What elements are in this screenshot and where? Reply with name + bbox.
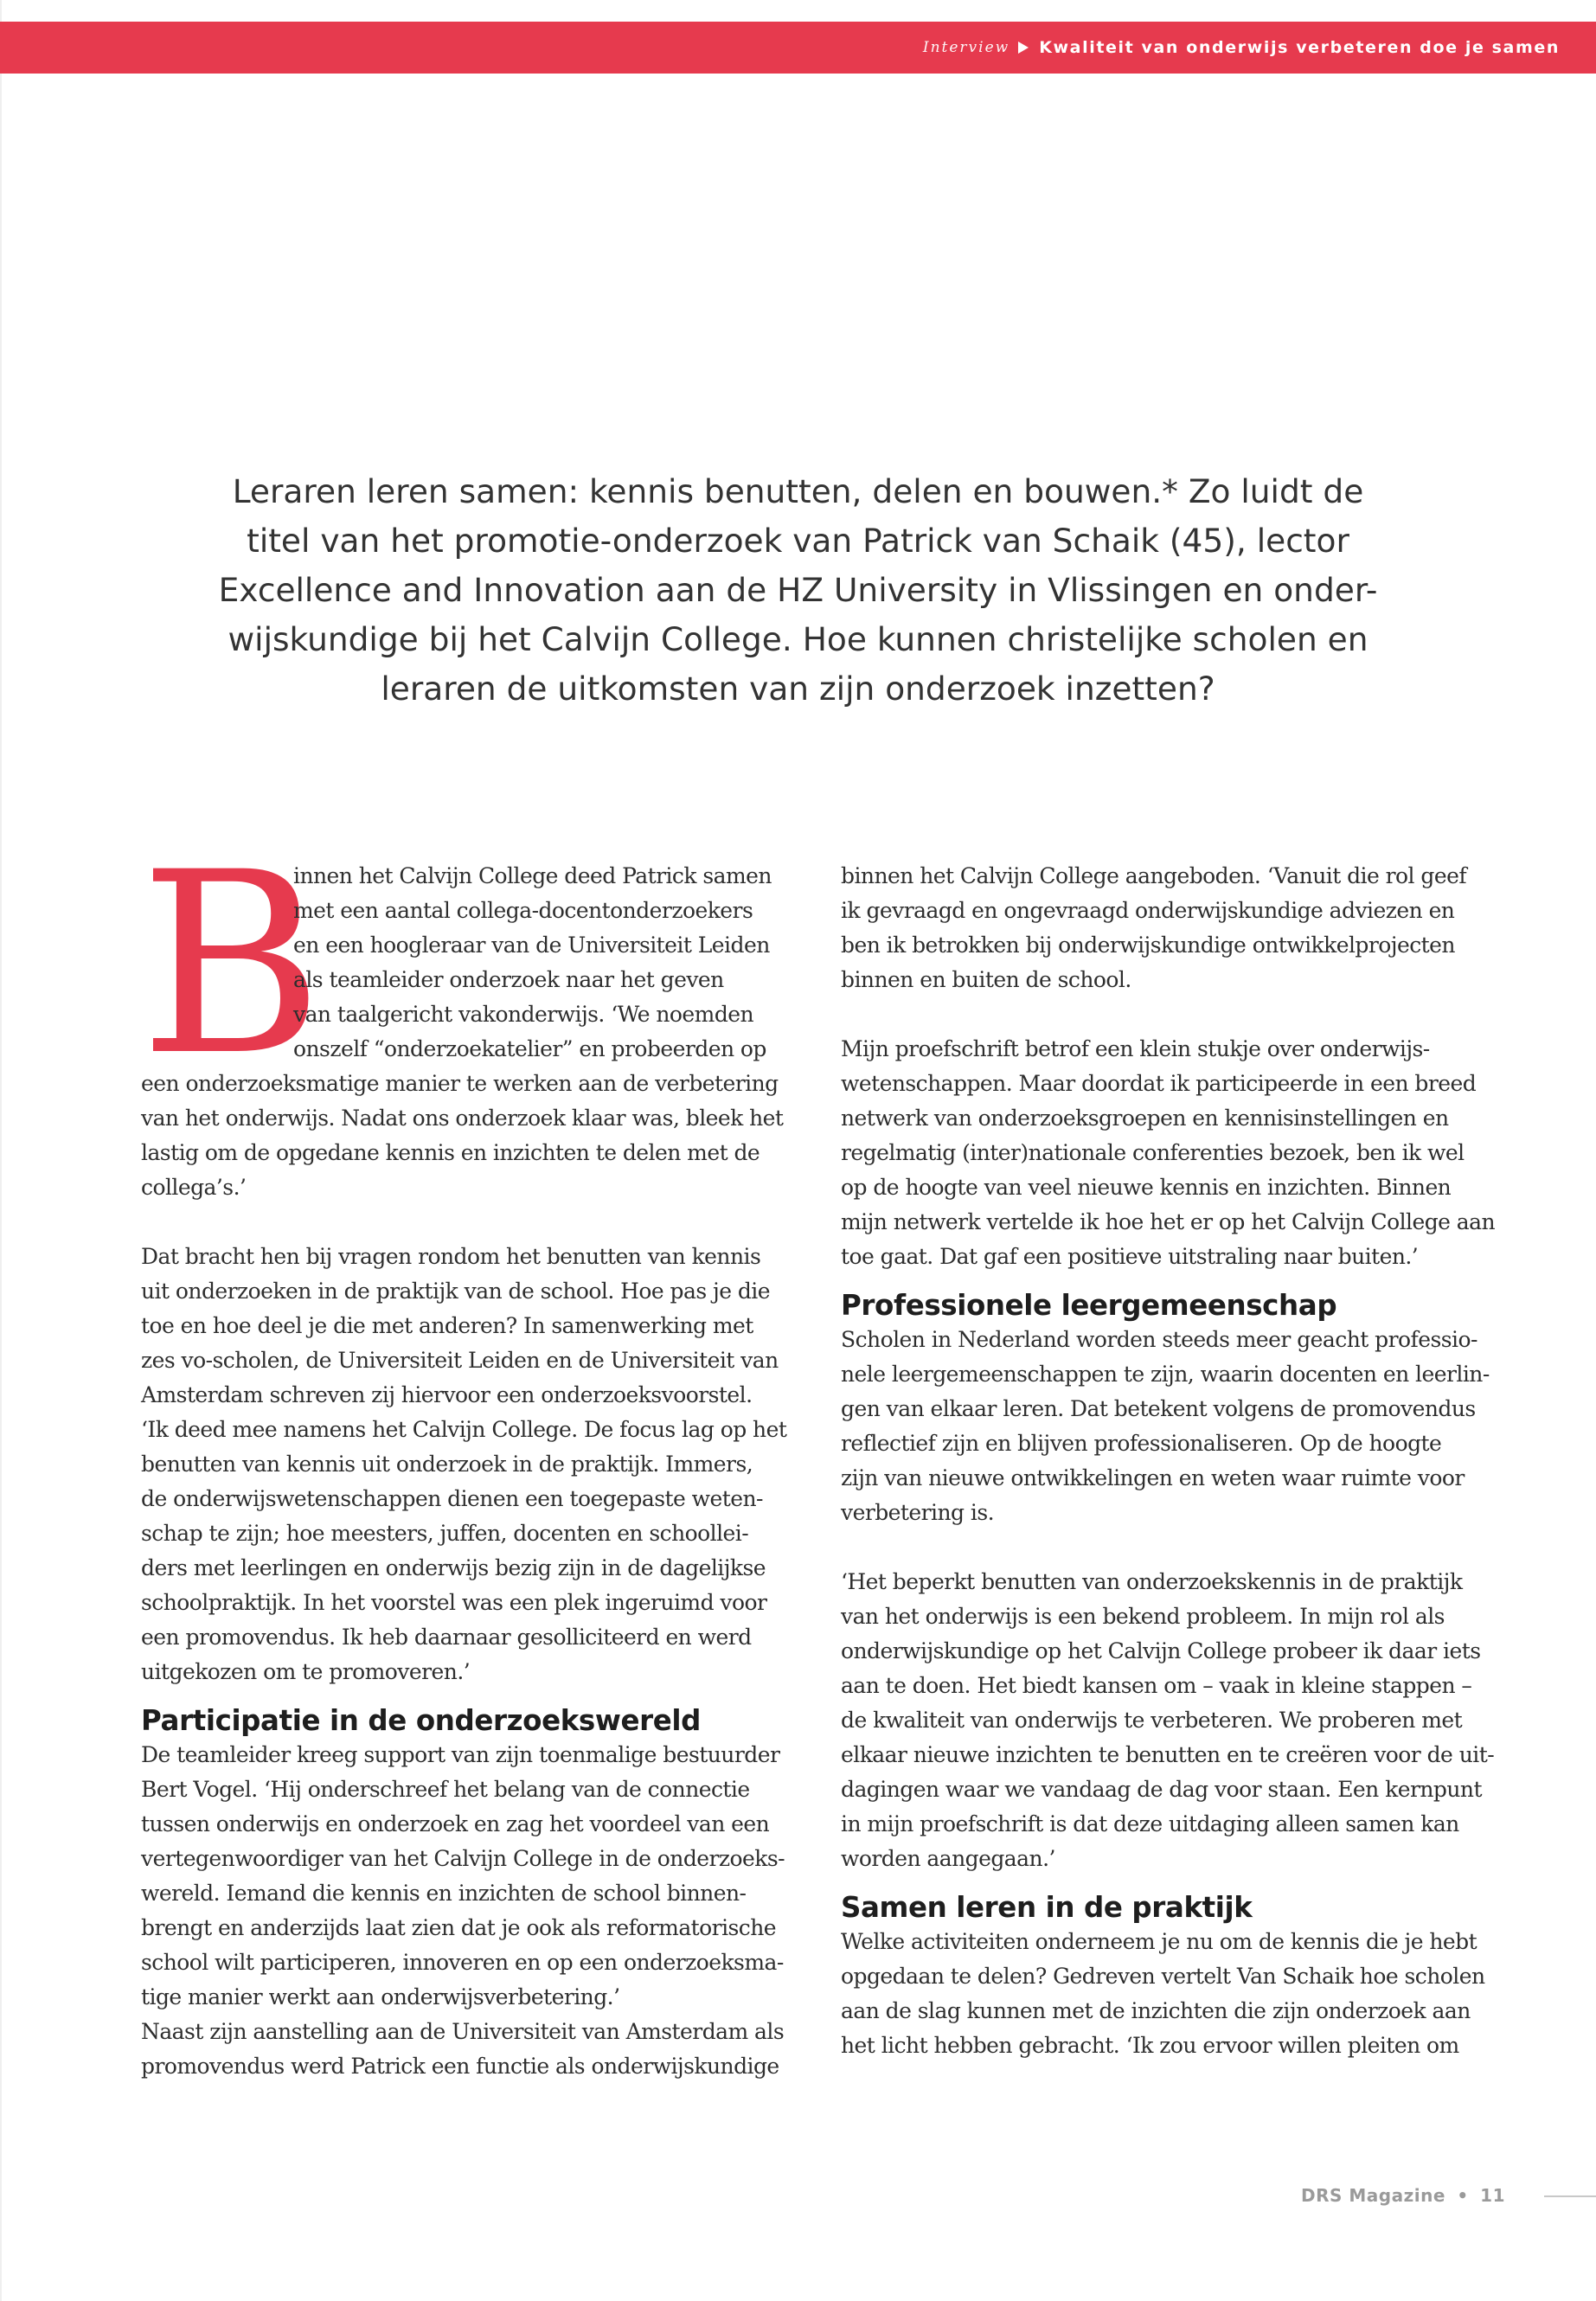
magazine-name: DRS Magazine <box>1301 2185 1445 2206</box>
body-line: Amsterdam schreven zij hiervoor een onderzoeksvoorstel. <box>141 1382 753 1407</box>
body-line: Scholen in Nederland worden steeds meer geacht professio- <box>841 1327 1477 1352</box>
body-line: collega’s.’ <box>141 1175 247 1200</box>
body-line: Dat bracht hen bij vragen rondom het benutten van kennis <box>141 1244 761 1269</box>
body-line: opgedaan te delen? Gedreven vertelt Van Schaik hoe scholen <box>841 1964 1485 1989</box>
body-line: vertegenwoordiger van het Calvijn College in de onderzoeks- <box>141 1846 785 1871</box>
body-line: zijn van nieuwe ontwikkelingen en weten waar ruimte voor <box>841 1465 1465 1490</box>
left-column <box>139 819 807 2084</box>
body-line: De teamleider kreeg support van zijn toenmalige bestuurder <box>141 1742 780 1767</box>
body-line: nele leergemeenschappen te zijn, waarin docenten en leerlin- <box>841 1362 1490 1387</box>
body-line: regelmatig (inter)nationale conferenties bezoek, ben ik wel <box>841 1140 1465 1165</box>
lead-line: titel van het promotie-onderzoek van Patrick van Schaik (45), lector <box>247 522 1349 560</box>
body-line: reflectief zijn en blijven professionaliseren. Op de hoogte <box>841 1431 1442 1456</box>
body-line: ders met leerlingen en onderwijs bezig zijn in de dagelijkse <box>141 1555 766 1580</box>
body-line: wetenschappen. Maar doordat ik participeerde in een breed <box>841 1071 1477 1096</box>
body-line: een onderzoeksmatige manier te werken aan de verbetering <box>141 1071 779 1096</box>
lead-line: Excellence and Innovation aan de HZ University in Vlissingen en onder- <box>218 571 1378 609</box>
lead-paragraph <box>173 467 1423 714</box>
body-line: in mijn proefschrift is dat deze uitdaging alleen samen kan <box>841 1811 1459 1836</box>
header-content <box>923 22 1560 74</box>
body-line: ‘Het beperkt benutten van onderzoekskennis in de praktijk <box>841 1569 1463 1594</box>
body-line: tussen onderwijs en onderzoek en zag het voordeel van een <box>141 1811 770 1836</box>
body-line: toe en hoe deel je die met anderen? In samenwerking met <box>141 1313 753 1338</box>
body-line: de kwaliteit van onderwijs te verbeteren. We proberen met <box>841 1708 1463 1733</box>
page-edge <box>0 0 2 2301</box>
body-line: schoolpraktijk. In het voorstel was een plek ingeruimd voor <box>141 1590 767 1615</box>
section-label: Interview <box>922 39 1010 56</box>
body-line: toe gaat. Dat gaf een positieve uitstraling naar buiten.’ <box>841 1244 1419 1269</box>
body-line: tige manier werkt aan onderwijsverbetering.’ <box>141 1984 620 2009</box>
body-line: een promovendus. Ik heb daarnaar gesolliciteerd en werd <box>141 1625 752 1650</box>
play-arrow-icon <box>1016 41 1030 54</box>
body-line: zes vo-scholen, de Universiteit Leiden en de Universiteit van <box>141 1348 779 1373</box>
body-line: worden aangegaan.’ <box>841 1846 1055 1871</box>
body-line: als teamleider onderzoek naar het geven <box>293 967 724 992</box>
body-line: van het onderwijs is een bekend probleem. In mijn rol als <box>841 1604 1445 1629</box>
body-line: Naast zijn aanstelling aan de Universiteit van Amsterdam als <box>141 2019 785 2044</box>
body-line: en een hoogleraar van de Universiteit Leiden <box>293 933 770 958</box>
body-line: Mijn proefschrift betrof een klein stukje over onderwijs- <box>841 1036 1430 1061</box>
body-line: aan te doen. Het biedt kansen om – vaak in kleine stappen – <box>841 1673 1472 1698</box>
article-title: Kwaliteit van onderwijs verbeteren doe je samen <box>1039 38 1560 57</box>
body-line: lastig om de opgedane kennis en inzichten te delen met de <box>141 1140 760 1165</box>
body-line: het licht hebben gebracht. ‘Ik zou ervoor willen pleiten om <box>841 2033 1459 2058</box>
body-line: binnen het Calvijn College aangeboden. ‘Vanuit die rol geef <box>841 863 1467 888</box>
body-line: mijn netwerk vertelde ik hoe het er op het Calvijn College aan <box>841 1209 1496 1234</box>
body-line: schap te zijn; hoe meesters, juffen, docenten en schoollei- <box>141 1521 749 1546</box>
body-line: ik gevraagd en ongevraagd onderwijskundige adviezen en <box>841 898 1455 923</box>
body-line: promovendus werd Patrick een functie als onderwijskundige <box>141 2054 779 2079</box>
lead-line: Leraren leren samen: kennis benutten, delen en bouwen.* Zo luidt de <box>232 472 1364 510</box>
body-line: brengt en anderzijds laat zien dat je ook als reformatorische <box>141 1915 777 1940</box>
body-line: onszelf “onderzoekatelier” en probeerden op <box>293 1036 766 1061</box>
page-footer <box>1301 2185 1505 2206</box>
body-line: ben ik betrokken bij onderwijskundige ontwikkelprojecten <box>841 933 1455 958</box>
body-line: onderwijskundige op het Calvijn College probeer ik daar iets <box>841 1638 1481 1663</box>
body-line: netwerk van onderzoeksgroepen en kennisinstellingen en <box>841 1106 1449 1131</box>
body-line: van taalgericht vakonderwijs. ‘We noemden <box>293 1002 754 1027</box>
page-number: 11 <box>1480 2185 1505 2206</box>
body-line: ‘Ik deed mee namens het Calvijn College. De focus lag op het <box>141 1417 787 1442</box>
body-line: uit onderzoeken in de praktijk van de school. Hoe pas je die <box>141 1279 770 1304</box>
body-line: op de hoogte van veel nieuwe kennis en inzichten. Binnen <box>841 1175 1452 1200</box>
footer-rule <box>1544 2195 1596 2197</box>
body-line: Welke activiteiten onderneem je nu om de kennis die je hebt <box>841 1929 1477 1954</box>
body-line: aan de slag kunnen met de inzichten die zijn onderzoek aan <box>841 1998 1471 2023</box>
body-line: met een aantal collega-docentonderzoekers <box>293 898 753 923</box>
body-line: Bert Vogel. ‘Hij onderschreef het belang van de connectie <box>141 1777 750 1802</box>
body-line: uitgekozen om te promoveren.’ <box>141 1659 471 1684</box>
body-line: school wilt participeren, innoveren en op een onderzoeksma- <box>141 1950 784 1975</box>
body-line: verbetering is. <box>841 1500 995 1525</box>
body-line: gen van elkaar leren. Dat betekent volgens de promovendus <box>841 1396 1476 1421</box>
lead-line: wijskundige bij het Calvijn College. Hoe kunnen christelijke scholen en <box>228 620 1368 658</box>
header-bar <box>0 22 1596 74</box>
body-line: binnen en buiten de school. <box>841 967 1131 992</box>
footer-separator: • <box>1457 2185 1469 2206</box>
body-line: innen het Calvijn College deed Patrick samen <box>293 863 772 888</box>
drop-cap <box>139 819 324 1111</box>
body-line: de onderwijswetenschappen dienen een toegepaste weten- <box>141 1486 763 1511</box>
body-line: van het onderwijs. Nadat ons onderzoek klaar was, bleek het <box>141 1106 784 1131</box>
body-line: benutten van kennis uit onderzoek in de praktijk. Immers, <box>141 1452 753 1477</box>
body-line: wereld. Iemand die kennis en inzichten de school binnen- <box>141 1881 747 1906</box>
section-heading: Professionele leergemeenschap <box>841 1289 1337 1322</box>
right-column <box>841 859 1524 2063</box>
drop-cap-letter: B <box>139 819 324 1111</box>
section-heading: Samen leren in de praktijk <box>841 1891 1253 1924</box>
body-line: dagingen waar we vandaag de dag voor staan. Een kernpunt <box>841 1777 1482 1802</box>
section-heading: Participatie in de onderzoekswereld <box>141 1704 702 1737</box>
body-line: elkaar nieuwe inzichten te benutten en te creëren voor de uit- <box>841 1742 1495 1767</box>
lead-line: leraren de uitkomsten van zijn onderzoek inzetten? <box>381 670 1215 708</box>
